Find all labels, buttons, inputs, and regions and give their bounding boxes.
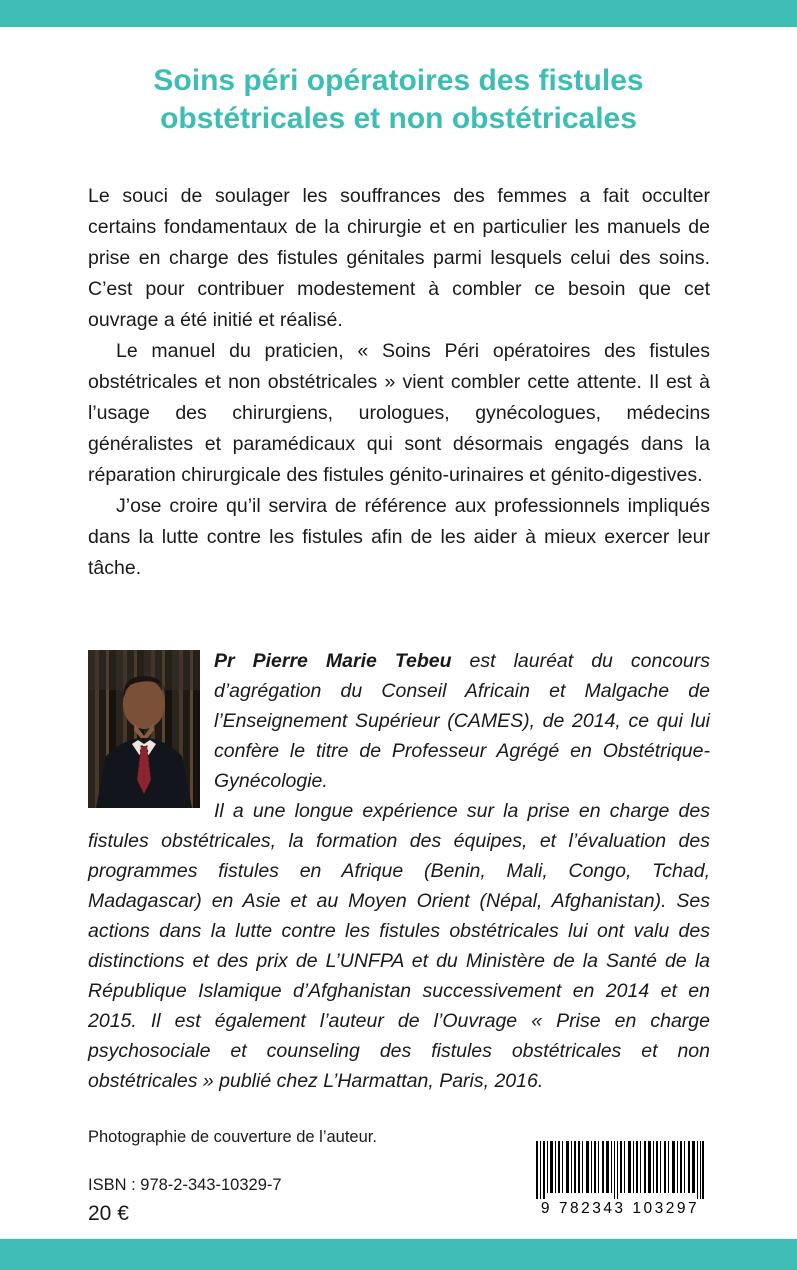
isbn: ISBN : 978-2-343-10329-7 — [88, 1176, 282, 1194]
synopsis — [88, 181, 710, 584]
barcode-bars — [536, 1141, 704, 1199]
author-portrait-illustration — [88, 650, 200, 808]
synopsis-paragraph-2: Le manuel du praticien, « Soins Péri opératoires des fistules obstétricales et non obstétricales » vient combler cette attente. Il est à l’usage des chirurgiens, urologues, gynécologues, médecins généralistes et paramédicaux qui sont désormais engagés dans la réparation chirurgicale des fistules génito-urinaires et génito-digestives. — [88, 340, 710, 486]
author-photo — [88, 650, 200, 808]
barcode — [528, 1136, 712, 1230]
author-bio — [88, 646, 710, 1096]
book-title — [0, 62, 797, 138]
book-title-line1: Soins péri opératoires des fistules — [153, 64, 644, 97]
bottom-accent-bar — [0, 1239, 797, 1270]
synopsis-paragraph-3: J’ose croire qu’il servira de référence aux professionnels impliqués dans la lutte contre les fistules afin de les aider à mieux exercer leur tâche. — [88, 495, 710, 579]
price: 20 € — [88, 1202, 129, 1225]
author-name: Pr Pierre Marie Tebeu — [214, 650, 452, 672]
bio-paragraph-2: Il a une longue expérience sur la prise en charge des fistules obstétricales, la formation des équipes, et l’évaluation des programmes fistules en Afrique (Benin, Mali, Congo, Tchad, Madagascar) en Asie et au Moyen Orient (Népal, Afghanistan). Ses actions dans la lutte contre les fistules obstétricales lui ont valu des distinctions et des prix de L’UNFPA et du Ministère de la Santé de la République Islamique d’Afghanistan successivement en 2014 et en 2015. Il est également l’auteur de l’Ouvrage « Prise en charge psychosociale et counseling des fistules obstétricales et non obstétricales » publié chez L’Harmattan, Paris, 2016. — [88, 800, 710, 1092]
book-title-line2: obstétricales et non obstétricales — [160, 102, 637, 135]
synopsis-paragraph-1: Le souci de soulager les souffrances des femmes a fait occulter certains fondamentaux de la chirurgie et en particulier les manuels de prise en charge des fistules génitales parmi lesquels celui des soins. C’est pour contribuer modestement à combler ce besoin que cet ouvrage a été initié et réalisé. — [88, 185, 710, 331]
top-accent-bar — [0, 0, 797, 27]
bio-paragraph-1-text: est lauréat du concours d’agrégation du Conseil Africain et Malgache de l’Enseignement Supérieur (CAMES), de 2014, ce qui lui confère le titre de Professeur Agrégé en Obstétrique-Gynécologie. — [214, 650, 711, 792]
barcode-number: 9 782343 103297 — [540, 1200, 700, 1217]
photo-credit: Photographie de couverture de l’auteur. — [88, 1128, 377, 1146]
